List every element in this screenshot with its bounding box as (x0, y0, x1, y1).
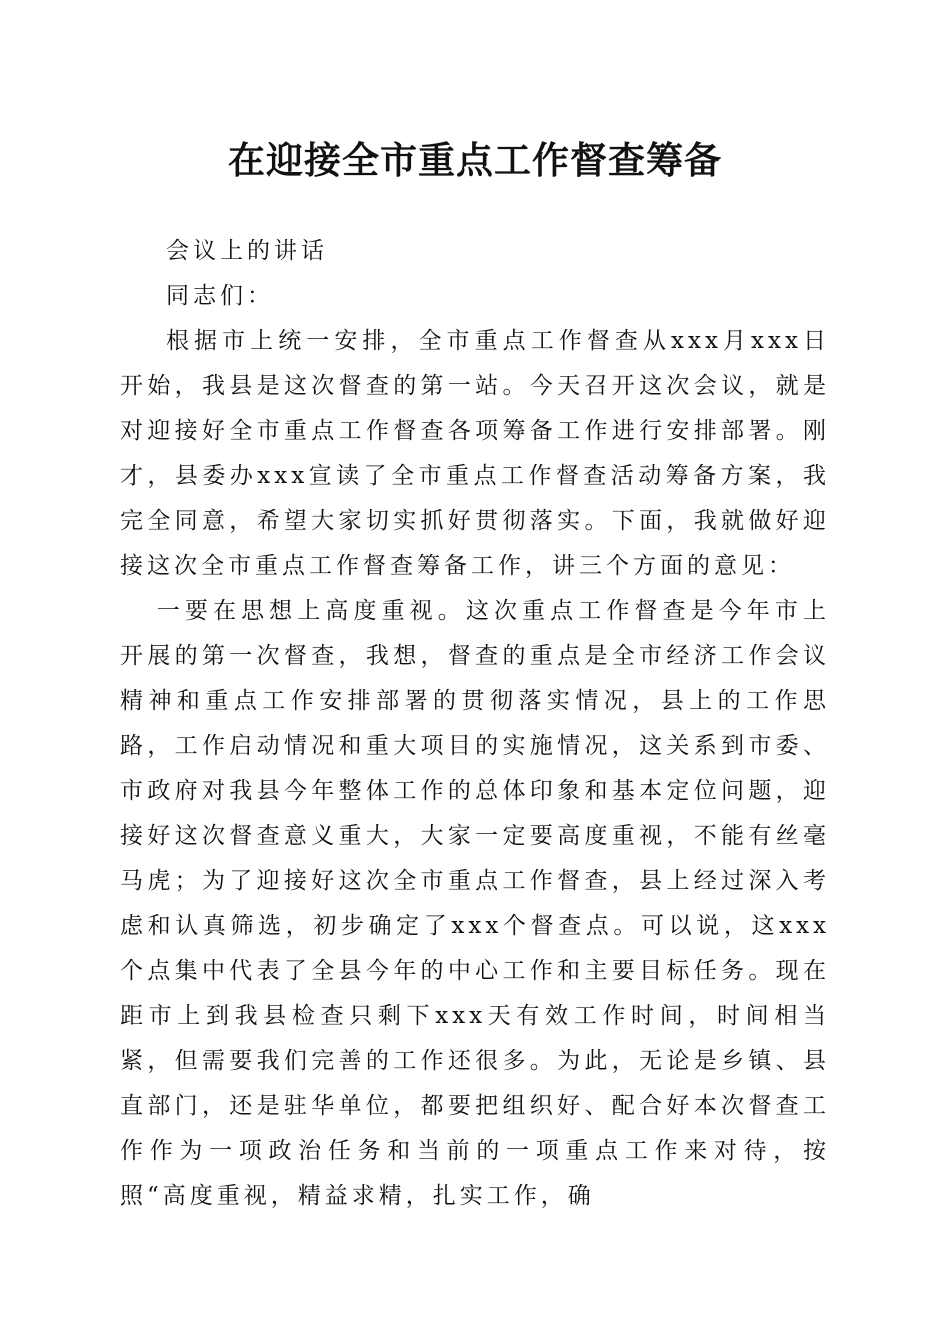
paragraph-intro: 根据市上统一安排，全市重点工作督查从xxx月xxx日开始，我县是这次督查的第一站。今天召开这次会议，就是对迎接好全市重点工作督查各项筹备工作进行安排部署。刚才，县委办xxx宣读了全市重点工作督查活动筹备方案，我完全同意，希望大家切实抓好贯彻落实。下面，我就做好迎接这次全市重点工作督查筹备工作，讲三个方面的意见： (120, 328, 830, 579)
paragraph-point-one: 一要在思想上高度重视。这次重点工作督查是今年市上开展的第一次督查，我想，督查的重点是全市经济工作会议精神和重点工作安排部署的贯彻落实情况，县上的工作思路，工作启动情况和重大项目的实施情况，这关系到市委、市政府对我县今年整体工作的总体印象和基本定位问题，迎接好这次督查意义重大，大家一定要高度重视，不能有丝毫马虎；为了迎接好这次全市重点工作督查，县上经过深入考虑和认真筛选，初步确定了xxx个督查点。可以说，这xxx个点集中代表了全县今年的中心工作和主要目标任务。现在距市上到我县检查只剩下xxx天有效工作时间，时间相当紧，但需要我们完善的工作还很多。为此，无论是乡镇、县直部门，还是驻华单位，都要把组织好、配合好本次督查工作作为一项政治任务和当前的一项重点工作来对待，按照“高度重视，精益求精，扎实工作，确 (120, 598, 830, 1209)
document-title: 在迎接全市重点工作督查筹备 (228, 138, 722, 182)
paragraph-subtitle: 会议上的讲话 (166, 238, 328, 264)
paragraph-salutation: 同志们： (166, 283, 274, 309)
document-body (120, 229, 830, 1219)
